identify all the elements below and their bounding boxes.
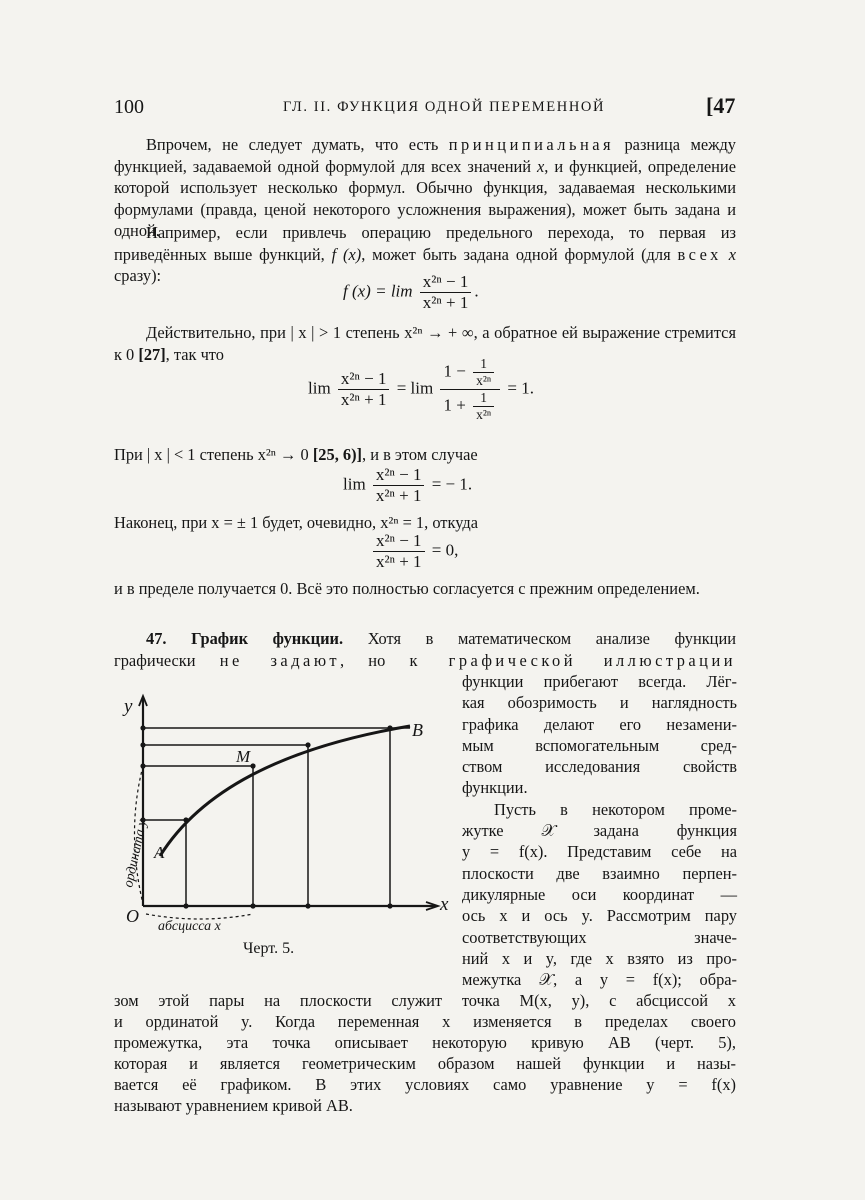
- denominator: x²ⁿ + 1: [376, 552, 422, 571]
- eq-lhs: f (x) = lim: [343, 281, 413, 301]
- column-line: плоскости две взаимно перпен-: [462, 863, 737, 883]
- text: Впрочем, не следует думать, что есть: [146, 135, 449, 154]
- result: = 0,: [431, 540, 459, 560]
- eq-sign: = lim: [396, 378, 434, 398]
- inner-fraction: [473, 390, 494, 423]
- text: разница между функцией, задаваемой одной формулой для всех значений: [114, 135, 736, 176]
- section-heading-line: [114, 628, 736, 649]
- label-origin: O: [126, 906, 139, 926]
- reference: [25, 6)]: [312, 445, 362, 464]
- text: Хотя в математическом анализе функции: [343, 629, 736, 648]
- emphasis: всех: [677, 244, 722, 264]
- bottom-line: вается её графиком. В этих условиях само уравнение y = f(x): [114, 1075, 736, 1094]
- fraction: [373, 531, 425, 572]
- text: , и в этом случае: [362, 445, 478, 464]
- label-x: x: [440, 894, 449, 915]
- bottom-line: называют уравнением кривой AB.: [114, 1096, 353, 1115]
- column-line: мым вспомогательным сред-: [462, 735, 737, 755]
- brace-lines: [135, 766, 254, 919]
- paragraph-4: [114, 444, 736, 466]
- numerator: [440, 356, 500, 390]
- text: Действительно, при | x | > 1 степень x²ⁿ → + ∞, а обратное ей выражение стремится к 0: [114, 323, 736, 364]
- column-line: ось x и ось y. Рассмотрим пару: [462, 906, 737, 926]
- right-column-text: [462, 671, 737, 990]
- bottom-line: промежутка, эта точка описывает некоторую кривую AB (черт. 5),: [114, 1033, 736, 1052]
- text: сразу):: [114, 266, 162, 285]
- equation-1: [343, 272, 479, 313]
- paragraph-6: и в пределе получается 0. Всё это полностью согласуется с прежним определением.: [114, 579, 700, 598]
- fraction: [338, 369, 390, 410]
- variable: x: [537, 156, 545, 176]
- label-ordinate: ордината y: [121, 818, 151, 889]
- label-m: M: [236, 747, 251, 766]
- numerator: x²ⁿ − 1: [373, 531, 425, 552]
- denominator: x²ⁿ + 1: [422, 293, 469, 312]
- compound-fraction: [440, 356, 500, 423]
- result: = − 1.: [431, 474, 473, 494]
- column-line: функции.: [462, 778, 528, 798]
- denominator: x²ⁿ + 1: [375, 486, 422, 505]
- function-graph-figure: [110, 692, 455, 940]
- label-y: y: [124, 696, 133, 717]
- punct: .: [474, 281, 479, 301]
- numerator: x²ⁿ − 1: [420, 272, 472, 293]
- text: , так что: [165, 344, 224, 364]
- equation-2: [308, 356, 534, 423]
- emphasis: к графической иллюстрации: [409, 651, 736, 670]
- numerator: 1: [473, 356, 494, 373]
- inner-fraction: [473, 356, 494, 389]
- text: Например, если привлечь операцию предельного перехода, то первая из приведённых выше функций,: [114, 223, 736, 264]
- lim: lim: [308, 378, 331, 398]
- bottom-line: и ординатой y. Когда переменная x изменяется в пределах своего: [114, 1012, 736, 1031]
- emphasis: принципиальная: [448, 135, 615, 154]
- reference: [27]: [138, 344, 166, 364]
- numerator: 1: [473, 390, 494, 407]
- emphasis: не задают: [219, 651, 341, 670]
- text: , и функцией, определение которой использует несколько формул. Обычно функция, задаваемая несколькими формулами (правда, ценой некоторого усложнения выражения), может быть задана и одной.: [114, 156, 736, 240]
- figure-caption: Черт. 5.: [243, 940, 295, 957]
- equation-3: [343, 465, 472, 506]
- variable: x: [728, 244, 736, 264]
- column-line: жутке 𝒳 задана функция: [462, 821, 737, 841]
- numerator: x²ⁿ − 1: [373, 465, 425, 486]
- column-line: ством исследования свойств: [462, 757, 737, 777]
- equation-4: [370, 531, 458, 572]
- denominator: x²ⁿ: [476, 407, 492, 422]
- denominator: x²ⁿ: [476, 373, 492, 388]
- section-line-2: [114, 650, 736, 671]
- column-line: Пусть в некотором проме-: [494, 799, 737, 819]
- math: f (x): [331, 244, 362, 264]
- section-marker: [47: [706, 93, 736, 118]
- page-number: 100: [114, 96, 144, 118]
- text: , может быть задана одной формулой (для: [361, 244, 678, 264]
- section-title: 47. График функции.: [146, 629, 344, 648]
- guide-lines: [143, 728, 410, 906]
- column-line: соответствующих значе-: [462, 927, 737, 947]
- text: , но: [340, 651, 410, 670]
- running-header: ГЛ. II. ФУНКЦИЯ ОДНОЙ ПЕРЕМЕННОЙ: [283, 99, 606, 115]
- column-line: y = f(x). Представим себе на: [462, 842, 737, 862]
- label-b: B: [412, 720, 423, 740]
- denominator: [440, 390, 500, 423]
- space: [722, 245, 729, 264]
- numerator: x²ⁿ − 1: [338, 369, 390, 390]
- column-line: ний x и y, где x взято из про-: [462, 948, 737, 968]
- label-a: A: [154, 843, 165, 862]
- denominator: x²ⁿ + 1: [340, 390, 387, 409]
- column-line: кая обозримость и наглядность: [462, 693, 737, 713]
- text: графически: [114, 651, 220, 670]
- lim: lim: [343, 474, 366, 494]
- column-line: функции прибегают всегда. Лёг-: [462, 672, 737, 691]
- paragraph-5: Наконец, при x = ± 1 будет, очевидно, x²ⁿ = 1, откуда: [114, 513, 478, 532]
- result: = 1.: [507, 378, 534, 398]
- bottom-line: зом этой пары на плоскости служит точка M(x, y), с абсциссой x: [114, 991, 736, 1010]
- column-line: межутка 𝒳, а y = f(x); обра-: [462, 970, 737, 990]
- fraction: [373, 465, 425, 506]
- bottom-line: которая и является геометрическим образом нашей функции и назы-: [114, 1054, 736, 1073]
- term: 1 −: [443, 361, 466, 381]
- text: При | x | < 1 степень x²ⁿ → 0: [114, 445, 313, 464]
- fraction: [420, 272, 472, 313]
- column-line: графика делают его незамени-: [462, 714, 737, 734]
- column-line: дикулярные оси координат —: [462, 884, 737, 904]
- term: 1 +: [443, 395, 466, 415]
- marked-points: [140, 725, 392, 908]
- label-abscissa: абсцисса x: [158, 919, 221, 934]
